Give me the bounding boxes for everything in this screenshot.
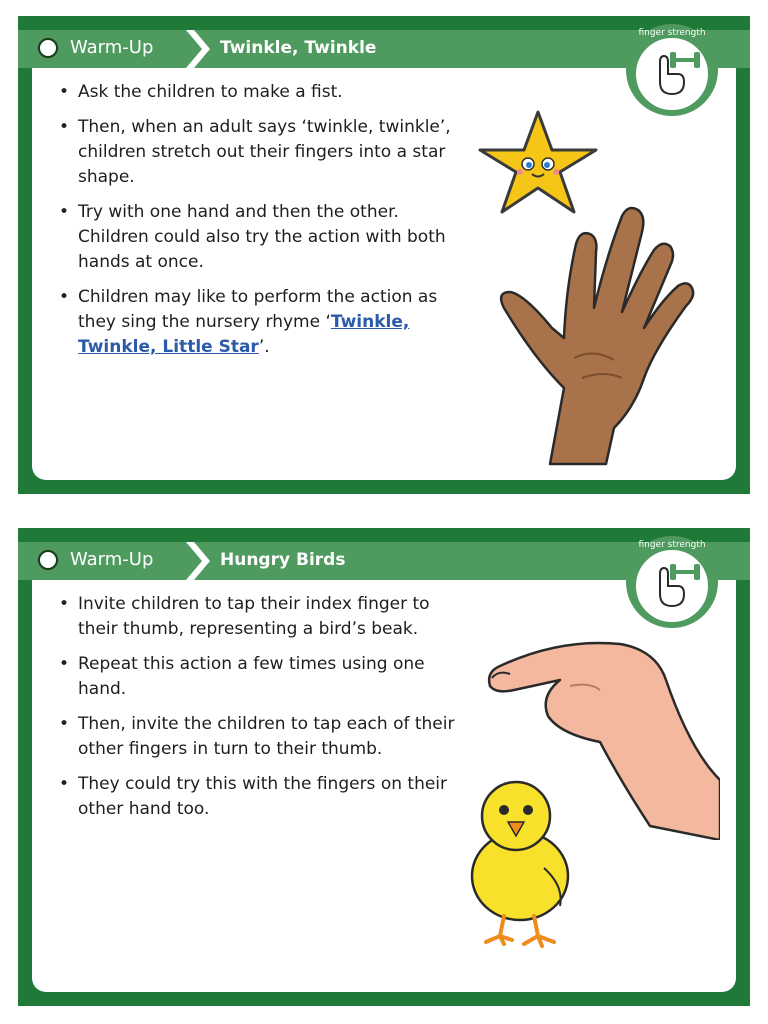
warm-up-label: Warm-Up (70, 549, 154, 570)
checkbox-circle-icon[interactable] (38, 38, 58, 58)
list-item: • They could try this with the fingers on their other hand too. (56, 772, 456, 822)
chevron-right-icon (186, 542, 210, 580)
card-content (32, 580, 736, 992)
open-hand-icon (494, 188, 724, 468)
card-content (32, 68, 736, 480)
instruction-list (56, 592, 456, 832)
instruction-list (56, 80, 456, 370)
chick-icon (464, 776, 586, 952)
list-item: • Then, when an adult says ‘twinkle, twinkle’, children stretch out their fingers into a star shape. (56, 115, 456, 190)
activity-card-hungry-birds (18, 528, 750, 1006)
list-item: • Invite children to tap their index finger to their thumb, representing a bird’s beak. (56, 592, 456, 642)
list-item-text-end: ’. (258, 337, 270, 357)
activity-title: Hungry Birds (220, 550, 346, 570)
activity-card-twinkle (18, 16, 750, 494)
chevron-right-icon (186, 30, 210, 68)
list-item: • Repeat this action a few times using one hand. (56, 652, 456, 702)
list-item: • Then, invite the children to tap each of their other fingers in turn to their thumb. (56, 712, 456, 762)
nursery-rhyme-link[interactable]: Twinkle, Twinkle, Little Star (78, 312, 410, 357)
badge-label: finger strength (638, 540, 706, 550)
warm-up-tab (18, 542, 190, 580)
list-item: • Ask the children to make a fist. (56, 80, 456, 105)
badge-label: finger strength (638, 28, 706, 38)
activity-title: Twinkle, Twinkle (220, 38, 377, 58)
list-item: • Try with one hand and then the other. Children could also try the action with both hands at once. (56, 200, 456, 275)
checkbox-circle-icon[interactable] (38, 550, 58, 570)
list-item-text: Children may like to perform the action as they sing the nursery rhyme ‘ (78, 287, 438, 332)
warm-up-tab (18, 30, 190, 68)
warm-up-label: Warm-Up (70, 37, 154, 58)
list-item (56, 285, 456, 360)
